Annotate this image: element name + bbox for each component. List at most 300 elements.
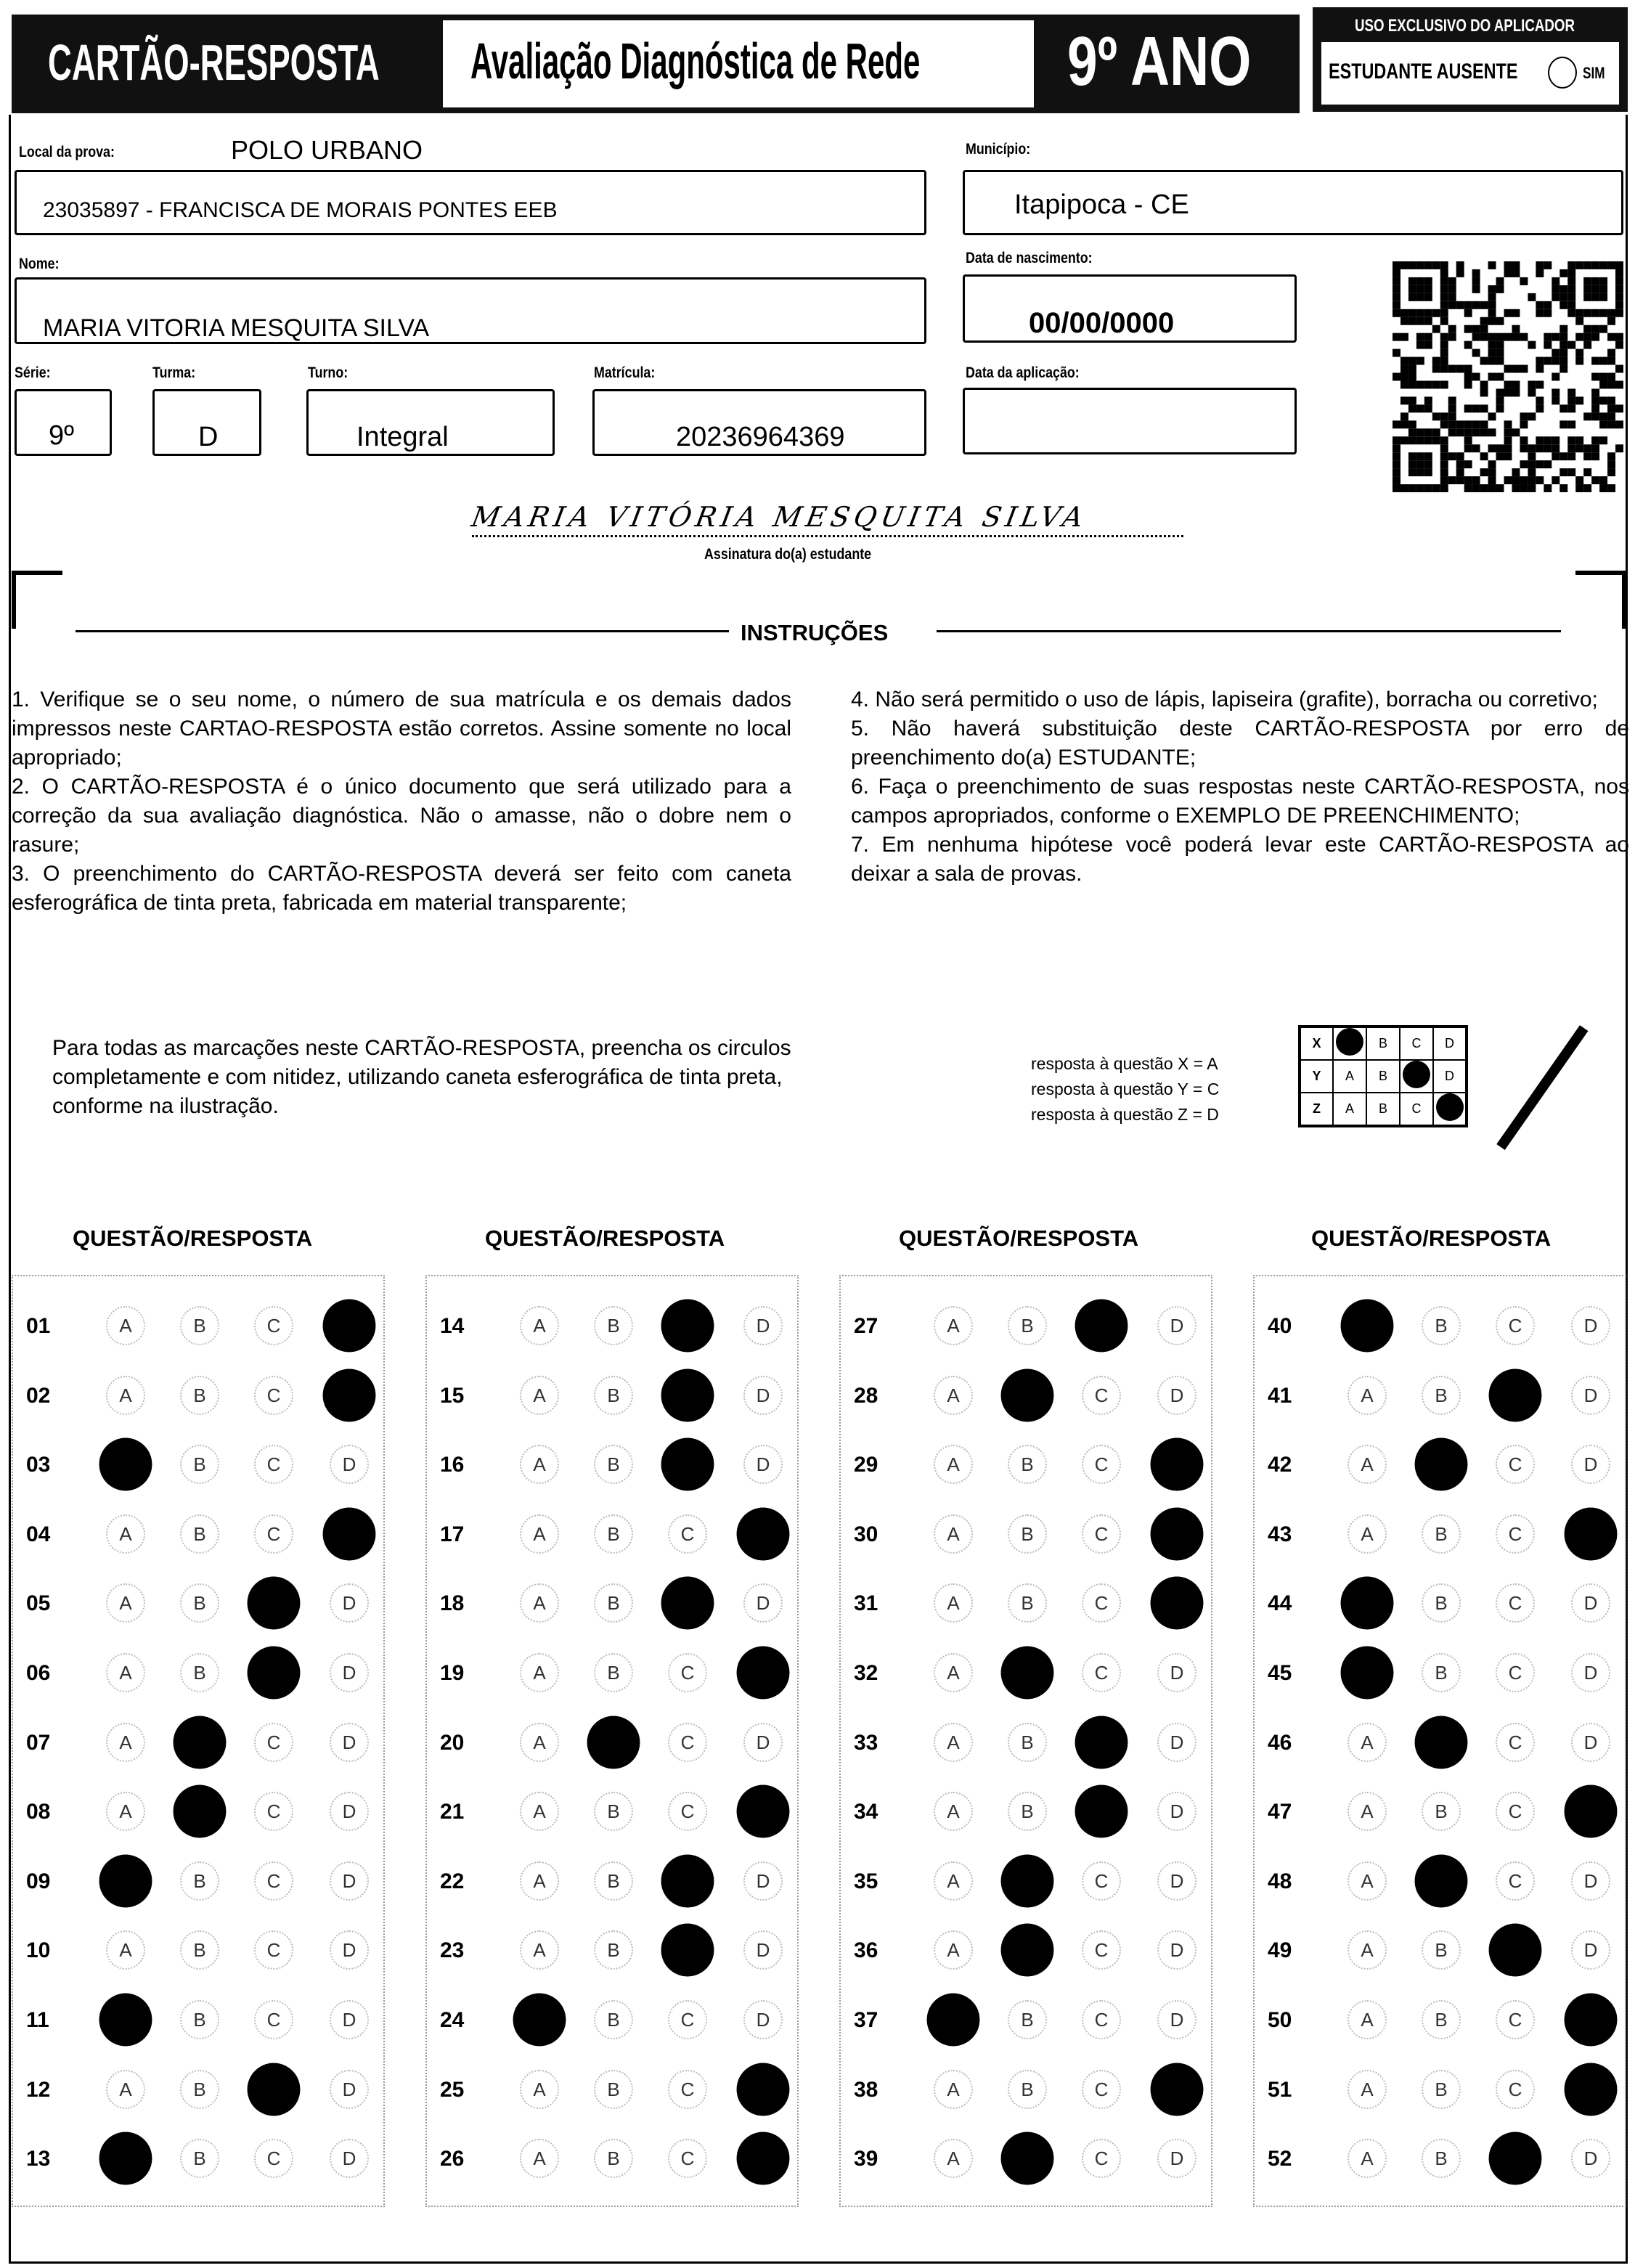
answer-bubble-c[interactable]: C <box>1496 1514 1535 1554</box>
answer-bubble-b[interactable]: B <box>594 1792 633 1831</box>
answer-bubble-b[interactable]: B <box>1008 1306 1047 1345</box>
column-header-4: QUESTÃO/RESPOSTA <box>1311 1225 1552 1251</box>
local-label: Local da prova: <box>19 144 115 160</box>
instruction-7: 7. Em nenhuma hipótese você poderá levar este CARTÃO-RESPOSTA ao deixar a sala de provas. <box>851 833 1629 886</box>
answer-bubble-b[interactable]: B <box>1001 1924 1054 1977</box>
answer-bubble-c[interactable]: C <box>661 1924 714 1977</box>
answer-bubble-d[interactable]: D <box>330 1861 369 1901</box>
answer-bubble-a[interactable]: A <box>520 1376 559 1415</box>
answer-bubble-a[interactable]: A <box>1347 1445 1387 1484</box>
answer-bubble-c[interactable]: C <box>668 1723 707 1762</box>
answer-bubble-a[interactable]: A <box>934 1792 973 1831</box>
answer-bubble-a[interactable]: A <box>934 1930 973 1970</box>
answer-bubble-c[interactable]: C <box>668 2139 707 2178</box>
answer-bubble-b[interactable]: B <box>174 1716 227 1769</box>
answer-bubble-b[interactable]: B <box>1008 1583 1047 1623</box>
answer-bubble-b[interactable]: B <box>594 1445 633 1484</box>
answer-bubble-d[interactable]: D <box>1571 1445 1610 1484</box>
turno-field <box>306 389 555 456</box>
instruction-6: 6. Faça o preenchimento de suas respostas neste CARTÃO-RESPOSTA, nos campos apropriados, conforme o EXEMPLO DE PREENCHIMENTO; <box>851 775 1629 828</box>
answer-bubble-a[interactable]: A <box>934 2139 973 2178</box>
answer-bubble-b[interactable]: B <box>180 1514 219 1554</box>
answer-bubble-a[interactable]: A <box>99 1994 152 2047</box>
question-number: 41 <box>1268 1383 1292 1408</box>
answer-bubble-d[interactable]: D <box>743 2000 783 2039</box>
question-row <box>425 2068 799 2111</box>
answer-bubble-a[interactable]: A <box>934 1723 973 1762</box>
answer-bubble-d[interactable]: D <box>330 1792 369 1831</box>
answer-bubble-b[interactable]: B <box>1008 1723 1047 1762</box>
answer-bubble-d[interactable]: D <box>1157 1792 1196 1831</box>
answer-bubble-c[interactable]: C <box>254 1306 293 1345</box>
answer-bubble-b[interactable]: B <box>1001 2132 1054 2185</box>
answer-bubble-d[interactable]: D <box>1571 1653 1610 1692</box>
answer-bubble-a[interactable]: A <box>520 2139 559 2178</box>
question-number: 14 <box>440 1314 465 1338</box>
absent-checkbox[interactable] <box>1548 57 1577 89</box>
example-bubble: C <box>1400 1027 1433 1060</box>
answer-bubble-c[interactable]: C <box>1496 1583 1535 1623</box>
answer-bubble-c[interactable]: C <box>1082 2070 1121 2109</box>
answer-bubble-b[interactable]: B <box>1422 1514 1461 1554</box>
question-number: 45 <box>1268 1661 1292 1685</box>
answer-bubble-b[interactable]: B <box>180 1306 219 1345</box>
answer-bubble-d[interactable]: D <box>323 1368 376 1421</box>
answer-bubble-a[interactable]: A <box>520 1930 559 1970</box>
answer-bubble-d[interactable]: D <box>737 1647 790 1700</box>
answer-bubble-b[interactable]: B <box>1415 1854 1468 1907</box>
answer-bubble-c[interactable]: C <box>1496 1653 1535 1692</box>
corner-bracket-right <box>1575 571 1626 629</box>
answer-bubble-c[interactable]: C <box>248 2063 301 2116</box>
answer-bubble-b[interactable]: B <box>1008 1445 1047 1484</box>
answer-bubble-a[interactable]: A <box>520 1445 559 1484</box>
answer-bubble-a[interactable]: A <box>934 1445 973 1484</box>
answer-bubble-a[interactable]: A <box>1347 1792 1387 1831</box>
question-number: 48 <box>1268 1869 1292 1893</box>
answer-bubble-c[interactable]: C <box>1082 1861 1121 1901</box>
question-row <box>839 1651 1212 1694</box>
answer-bubble-b[interactable]: B <box>594 2070 633 2109</box>
question-number: 27 <box>854 1314 878 1338</box>
question-row <box>12 1581 385 1625</box>
example-bubble: A <box>1333 1093 1366 1126</box>
question-number: 03 <box>26 1453 51 1477</box>
answer-bubble-d[interactable]: D <box>1565 1507 1618 1560</box>
answer-bubble-c[interactable]: C <box>1489 1368 1542 1421</box>
answer-bubble-c[interactable]: C <box>668 1514 707 1554</box>
question-number: 52 <box>1268 2147 1292 2171</box>
answer-bubble-b[interactable]: B <box>180 2000 219 2039</box>
answer-bubble-a[interactable]: A <box>106 1306 145 1345</box>
question-number: 10 <box>26 1938 51 1963</box>
answer-bubble-c[interactable]: C <box>1075 1716 1128 1769</box>
answer-bubble-b[interactable]: B <box>180 1653 219 1692</box>
example-filled-bubble <box>1400 1060 1433 1093</box>
answer-bubble-a[interactable]: A <box>106 1653 145 1692</box>
question-number: 04 <box>26 1522 51 1546</box>
instructions-title: INSTRUÇÕES <box>741 620 889 645</box>
answer-bubble-b[interactable]: B <box>180 1376 219 1415</box>
question-row <box>1253 2137 1626 2180</box>
answer-bubble-a[interactable]: A <box>106 1376 145 1415</box>
answer-bubble-b[interactable]: B <box>1001 1854 1054 1907</box>
answer-bubble-c[interactable]: C <box>254 1861 293 1901</box>
answer-bubble-b[interactable]: B <box>594 1376 633 1415</box>
answer-bubble-c[interactable]: C <box>254 1514 293 1554</box>
answer-bubble-c[interactable]: C <box>1082 1514 1121 1554</box>
signature <box>469 501 1183 537</box>
question-number: 08 <box>26 1800 51 1824</box>
answer-bubble-d[interactable]: D <box>1565 1994 1618 2047</box>
answer-bubble-d[interactable]: D <box>1571 1306 1610 1345</box>
question-number: 46 <box>1268 1730 1292 1755</box>
example-question: Z <box>1300 1093 1333 1126</box>
question-row <box>1253 1651 1626 1694</box>
answer-bubble-a[interactable]: A <box>520 1792 559 1831</box>
answer-bubble-b[interactable]: B <box>1422 2000 1461 2039</box>
answer-bubble-a[interactable]: A <box>520 2070 559 2109</box>
answer-bubble-d[interactable]: D <box>1571 1930 1610 1970</box>
question-row <box>1253 1512 1626 1556</box>
question-row <box>1253 1304 1626 1347</box>
question-number: 19 <box>440 1661 465 1685</box>
answer-bubble-b[interactable]: B <box>1008 2070 1047 2109</box>
answer-bubble-c[interactable]: C <box>254 2139 293 2178</box>
answer-bubble-d[interactable]: D <box>1571 1583 1610 1623</box>
answer-bubble-b[interactable]: B <box>1001 1647 1054 1700</box>
question-number: 07 <box>26 1730 51 1755</box>
answer-bubble-d[interactable]: D <box>330 2070 369 2109</box>
answer-bubble-b[interactable]: B <box>594 1583 633 1623</box>
qr-code <box>1393 260 1623 494</box>
serie-label: Série: <box>15 364 51 381</box>
answer-bubble-b[interactable]: B <box>180 1930 219 1970</box>
question-row <box>425 1374 799 1417</box>
answer-bubble-a[interactable]: A <box>520 1723 559 1762</box>
answer-bubble-d[interactable]: D <box>1157 1306 1196 1345</box>
turno-label: Turno: <box>308 364 348 381</box>
answer-bubble-c[interactable]: C <box>668 2000 707 2039</box>
answer-bubble-a[interactable]: A <box>1347 1376 1387 1415</box>
answer-bubble-b[interactable]: B <box>1422 1583 1461 1623</box>
answer-bubble-d[interactable]: D <box>743 1723 783 1762</box>
question-number: 18 <box>440 1591 465 1616</box>
answer-bubble-d[interactable]: D <box>737 1507 790 1560</box>
answer-bubble-a[interactable]: A <box>106 2070 145 2109</box>
answer-bubble-a[interactable]: A <box>1341 1300 1394 1353</box>
answer-bubble-b[interactable]: B <box>180 1445 219 1484</box>
answer-bubble-c[interactable]: C <box>254 2000 293 2039</box>
answer-bubble-d[interactable]: D <box>737 2132 790 2185</box>
answer-bubble-d[interactable]: D <box>1571 2139 1610 2178</box>
answer-bubble-b[interactable]: B <box>180 1583 219 1623</box>
question-row <box>839 2137 1212 2180</box>
answer-bubble-d[interactable]: D <box>737 1785 790 1838</box>
answer-bubble-a[interactable]: A <box>99 1438 152 1491</box>
answer-bubble-d[interactable]: D <box>737 2063 790 2116</box>
municipio-label: Município: <box>966 141 1031 158</box>
answer-bubble-c[interactable]: C <box>668 2070 707 2109</box>
answer-bubble-c[interactable]: C <box>1082 1583 1121 1623</box>
turma-label: Turma: <box>152 364 196 381</box>
answer-bubble-c[interactable]: C <box>1075 1300 1128 1353</box>
example-grid <box>1298 1025 1468 1127</box>
answer-bubble-d[interactable]: D <box>743 1306 783 1345</box>
answer-bubble-a[interactable]: A <box>1341 1577 1394 1630</box>
answer-bubble-c[interactable]: C <box>1496 2000 1535 2039</box>
answer-bubble-a[interactable]: A <box>520 1306 559 1345</box>
answer-bubble-d[interactable]: D <box>1157 1930 1196 1970</box>
answer-bubble-c[interactable]: C <box>248 1577 301 1630</box>
answer-bubble-d[interactable]: D <box>330 2000 369 2039</box>
answer-bubble-b[interactable]: B <box>1008 2000 1047 2039</box>
question-number: 32 <box>854 1661 878 1685</box>
question-row <box>1253 1721 1626 1764</box>
question-row <box>12 1928 385 1972</box>
answer-bubble-d[interactable]: D <box>1565 2063 1618 2116</box>
instruction-2: 2. O CARTÃO-RESPOSTA é o único documento que será utilizado para a correção da sua avaliação diagnóstica. Não o amasse, não o dobre nem o rasure; <box>12 775 791 857</box>
answer-bubble-d[interactable]: D <box>330 2139 369 2178</box>
local-value: POLO URBANO <box>231 135 423 165</box>
legend-x: resposta à questão X = A <box>1031 1054 1218 1073</box>
answer-bubble-a[interactable]: A <box>1347 1514 1387 1554</box>
answer-bubble-b[interactable]: B <box>594 2139 633 2178</box>
answer-bubble-d[interactable]: D <box>323 1300 376 1353</box>
instructions-right <box>851 685 1629 889</box>
matricula-label: Matrícula: <box>594 364 656 381</box>
answer-bubble-a[interactable]: A <box>1347 2000 1387 2039</box>
answer-bubble-a[interactable]: A <box>934 1306 973 1345</box>
answer-bubble-d[interactable]: D <box>1571 1861 1610 1901</box>
answer-bubble-d[interactable]: D <box>1151 1577 1204 1630</box>
answer-bubble-c[interactable]: C <box>661 1368 714 1421</box>
divider-right <box>937 630 1561 632</box>
answer-bubble-a[interactable]: A <box>520 1861 559 1901</box>
answer-bubble-b[interactable]: B <box>594 1306 633 1345</box>
answer-bubble-b[interactable]: B <box>1001 1368 1054 1421</box>
instruction-3: 3. O preenchimento do CARTÃO-RESPOSTA deverá ser feito com caneta esferográfica de tinta preta, fabricada em material transparente; <box>12 862 791 915</box>
question-number: 13 <box>26 2147 51 2171</box>
answer-bubble-b[interactable]: B <box>1422 2070 1461 2109</box>
question-row <box>1253 1374 1626 1417</box>
answer-bubble-b[interactable]: B <box>587 1716 640 1769</box>
answer-bubble-d[interactable]: D <box>1565 1785 1618 1838</box>
answer-bubble-c[interactable]: C <box>1496 1723 1535 1762</box>
answer-bubble-d[interactable]: D <box>330 1930 369 1970</box>
municipio-value: Itapipoca - CE <box>1014 189 1189 220</box>
answer-bubble-b[interactable]: B <box>1422 1653 1461 1692</box>
answer-bubble-c[interactable]: C <box>661 1577 714 1630</box>
answer-bubble-a[interactable]: A <box>934 1376 973 1415</box>
question-row <box>1253 1998 1626 2041</box>
answer-bubble-d[interactable]: D <box>1151 1438 1204 1491</box>
answer-bubble-c[interactable]: C <box>661 1854 714 1907</box>
question-number: 28 <box>854 1383 878 1408</box>
answer-bubble-a[interactable]: A <box>520 1653 559 1692</box>
nascimento-value: 00/00/0000 <box>1029 307 1175 339</box>
answer-bubble-b[interactable]: B <box>594 1514 633 1554</box>
answer-bubble-a[interactable]: A <box>520 1583 559 1623</box>
answer-bubble-d[interactable]: D <box>330 1653 369 1692</box>
answer-bubble-b[interactable]: B <box>1422 2139 1461 2178</box>
answer-bubble-c[interactable]: C <box>1075 1785 1128 1838</box>
answer-bubble-d[interactable]: D <box>330 1445 369 1484</box>
answer-bubble-a[interactable]: A <box>1347 1861 1387 1901</box>
answer-bubble-a[interactable]: A <box>934 1861 973 1901</box>
question-row <box>1253 1443 1626 1486</box>
question-number: 36 <box>854 1938 878 1963</box>
answer-bubble-c[interactable]: C <box>1082 1445 1121 1484</box>
answer-bubble-c[interactable]: C <box>1082 1376 1121 1415</box>
answer-bubble-a[interactable]: A <box>927 1994 980 2047</box>
answer-bubble-a[interactable]: A <box>1347 2139 1387 2178</box>
answer-bubble-c[interactable]: C <box>668 1792 707 1831</box>
answer-bubble-a[interactable]: A <box>106 1514 145 1554</box>
answer-bubble-b[interactable]: B <box>1008 1514 1047 1554</box>
answer-bubble-a[interactable]: A <box>934 1653 973 1692</box>
question-row <box>839 2068 1212 2111</box>
serie-field <box>15 389 112 456</box>
answer-bubble-b[interactable]: B <box>1008 1792 1047 1831</box>
question-number: 30 <box>854 1522 878 1546</box>
answer-bubble-d[interactable]: D <box>743 1583 783 1623</box>
answer-bubble-a[interactable]: A <box>106 1792 145 1831</box>
answer-bubble-a[interactable]: A <box>1347 2070 1387 2109</box>
answer-bubble-a[interactable]: A <box>106 1723 145 1762</box>
question-row <box>12 1443 385 1486</box>
example-question: X <box>1300 1027 1333 1060</box>
column-header-2: QUESTÃO/RESPOSTA <box>485 1225 725 1251</box>
answer-bubble-b[interactable]: B <box>1415 1716 1468 1769</box>
answer-bubble-c[interactable]: C <box>1489 1924 1542 1977</box>
answer-bubble-b[interactable]: B <box>594 1653 633 1692</box>
answer-bubble-c[interactable]: C <box>661 1300 714 1353</box>
answer-bubble-d[interactable]: D <box>1157 1723 1196 1762</box>
example-row <box>1300 1093 1467 1126</box>
example-legend <box>1031 1051 1219 1127</box>
signature-text: MARIA VITÓRIA MESQUITA SILVA <box>469 501 1090 533</box>
answer-bubble-a[interactable]: A <box>99 1854 152 1907</box>
question-number: 35 <box>854 1869 878 1893</box>
example-bubble: D <box>1433 1060 1467 1093</box>
answer-bubble-b[interactable]: B <box>1422 1306 1461 1345</box>
question-row <box>1253 1859 1626 1903</box>
question-row <box>1253 1581 1626 1625</box>
answer-bubble-d[interactable]: D <box>1571 1723 1610 1762</box>
example-bubble: B <box>1366 1027 1400 1060</box>
answer-bubble-b[interactable]: B <box>1422 1930 1461 1970</box>
answer-bubble-b[interactable]: B <box>594 1861 633 1901</box>
answer-bubble-a[interactable]: A <box>934 1583 973 1623</box>
answer-bubble-a[interactable]: A <box>106 1930 145 1970</box>
answer-bubble-b[interactable]: B <box>594 1930 633 1970</box>
question-number: 40 <box>1268 1314 1292 1338</box>
answer-bubble-c[interactable]: C <box>1082 2139 1121 2178</box>
answer-bubble-d[interactable]: D <box>1151 1507 1204 1560</box>
answer-bubble-c[interactable]: C <box>1496 1792 1535 1831</box>
question-row <box>425 1721 799 1764</box>
answer-bubble-c[interactable]: C <box>254 1445 293 1484</box>
question-row <box>12 1374 385 1417</box>
answer-bubble-a[interactable]: A <box>1347 1723 1387 1762</box>
answer-bubble-d[interactable]: D <box>1151 2063 1204 2116</box>
answer-bubble-a[interactable]: A <box>1341 1647 1394 1700</box>
answer-bubble-d[interactable]: D <box>323 1507 376 1560</box>
answer-bubble-a[interactable]: A <box>934 2070 973 2109</box>
answer-bubble-c[interactable]: C <box>254 1376 293 1415</box>
answer-bubble-b[interactable]: B <box>180 1861 219 1901</box>
answer-bubble-a[interactable]: A <box>934 1514 973 1554</box>
answer-bubble-c[interactable]: C <box>1496 1306 1535 1345</box>
answer-bubble-a[interactable]: A <box>106 1583 145 1623</box>
answer-bubble-c[interactable]: C <box>254 1723 293 1762</box>
legend-y: resposta à questão Y = C <box>1031 1080 1220 1098</box>
matricula-value: 20236964369 <box>676 422 845 452</box>
question-number: 12 <box>26 2077 51 2102</box>
answer-bubble-c[interactable]: C <box>1082 1653 1121 1692</box>
grade-title: 9º ANO <box>1067 23 1252 100</box>
answer-bubble-d[interactable]: D <box>330 1723 369 1762</box>
answer-bubble-d[interactable]: D <box>743 1445 783 1484</box>
answer-bubble-b[interactable]: B <box>594 2000 633 2039</box>
example-filled-bubble <box>1333 1027 1366 1060</box>
question-number: 33 <box>854 1730 878 1755</box>
answer-bubble-b[interactable]: B <box>1415 1438 1468 1491</box>
question-number: 38 <box>854 2077 878 2102</box>
answer-bubble-c[interactable]: C <box>1082 2000 1121 2039</box>
answer-bubble-d[interactable]: D <box>1157 2000 1196 2039</box>
question-row <box>425 1443 799 1486</box>
example-bubble: B <box>1366 1093 1400 1126</box>
answer-bubble-c[interactable]: C <box>1496 1445 1535 1484</box>
answer-bubble-c[interactable]: C <box>1082 1930 1121 1970</box>
answer-bubble-d[interactable]: D <box>743 1861 783 1901</box>
answer-bubble-d[interactable]: D <box>1157 1653 1196 1692</box>
question-row <box>425 1859 799 1903</box>
answer-bubble-d[interactable]: D <box>330 1583 369 1623</box>
answer-bubble-a[interactable]: A <box>520 1514 559 1554</box>
answer-bubble-c[interactable]: C <box>1496 2070 1535 2109</box>
answer-bubble-d[interactable]: D <box>1157 2139 1196 2178</box>
answer-bubble-d[interactable]: D <box>1157 1861 1196 1901</box>
answer-bubble-b[interactable]: B <box>180 2070 219 2109</box>
question-row <box>12 1998 385 2041</box>
answer-bubble-a[interactable]: A <box>99 2132 152 2185</box>
answer-bubble-c[interactable]: C <box>248 1647 301 1700</box>
answer-bubble-d[interactable]: D <box>743 1930 783 1970</box>
answer-bubble-c[interactable]: C <box>668 1653 707 1692</box>
answer-bubble-b[interactable]: B <box>174 1785 227 1838</box>
answer-bubble-c[interactable]: C <box>254 1792 293 1831</box>
answer-bubble-c[interactable]: C <box>254 1930 293 1970</box>
matricula-field <box>592 389 926 456</box>
answer-bubble-d[interactable]: D <box>743 1376 783 1415</box>
answer-bubble-b[interactable]: B <box>1422 1376 1461 1415</box>
answer-bubble-a[interactable]: A <box>513 1994 566 2047</box>
answer-bubble-d[interactable]: D <box>1571 1376 1610 1415</box>
question-row <box>839 1721 1212 1764</box>
answer-bubble-b[interactable]: B <box>1422 1792 1461 1831</box>
answer-bubble-c[interactable]: C <box>661 1438 714 1491</box>
answer-bubble-c[interactable]: C <box>1489 2132 1542 2185</box>
answer-bubble-c[interactable]: C <box>1496 1861 1535 1901</box>
answer-bubble-a[interactable]: A <box>1347 1930 1387 1970</box>
answer-bubble-b[interactable]: B <box>180 2139 219 2178</box>
question-number: 15 <box>440 1383 465 1408</box>
legend-z: resposta à questão Z = D <box>1031 1105 1219 1124</box>
answer-bubble-d[interactable]: D <box>1157 1376 1196 1415</box>
